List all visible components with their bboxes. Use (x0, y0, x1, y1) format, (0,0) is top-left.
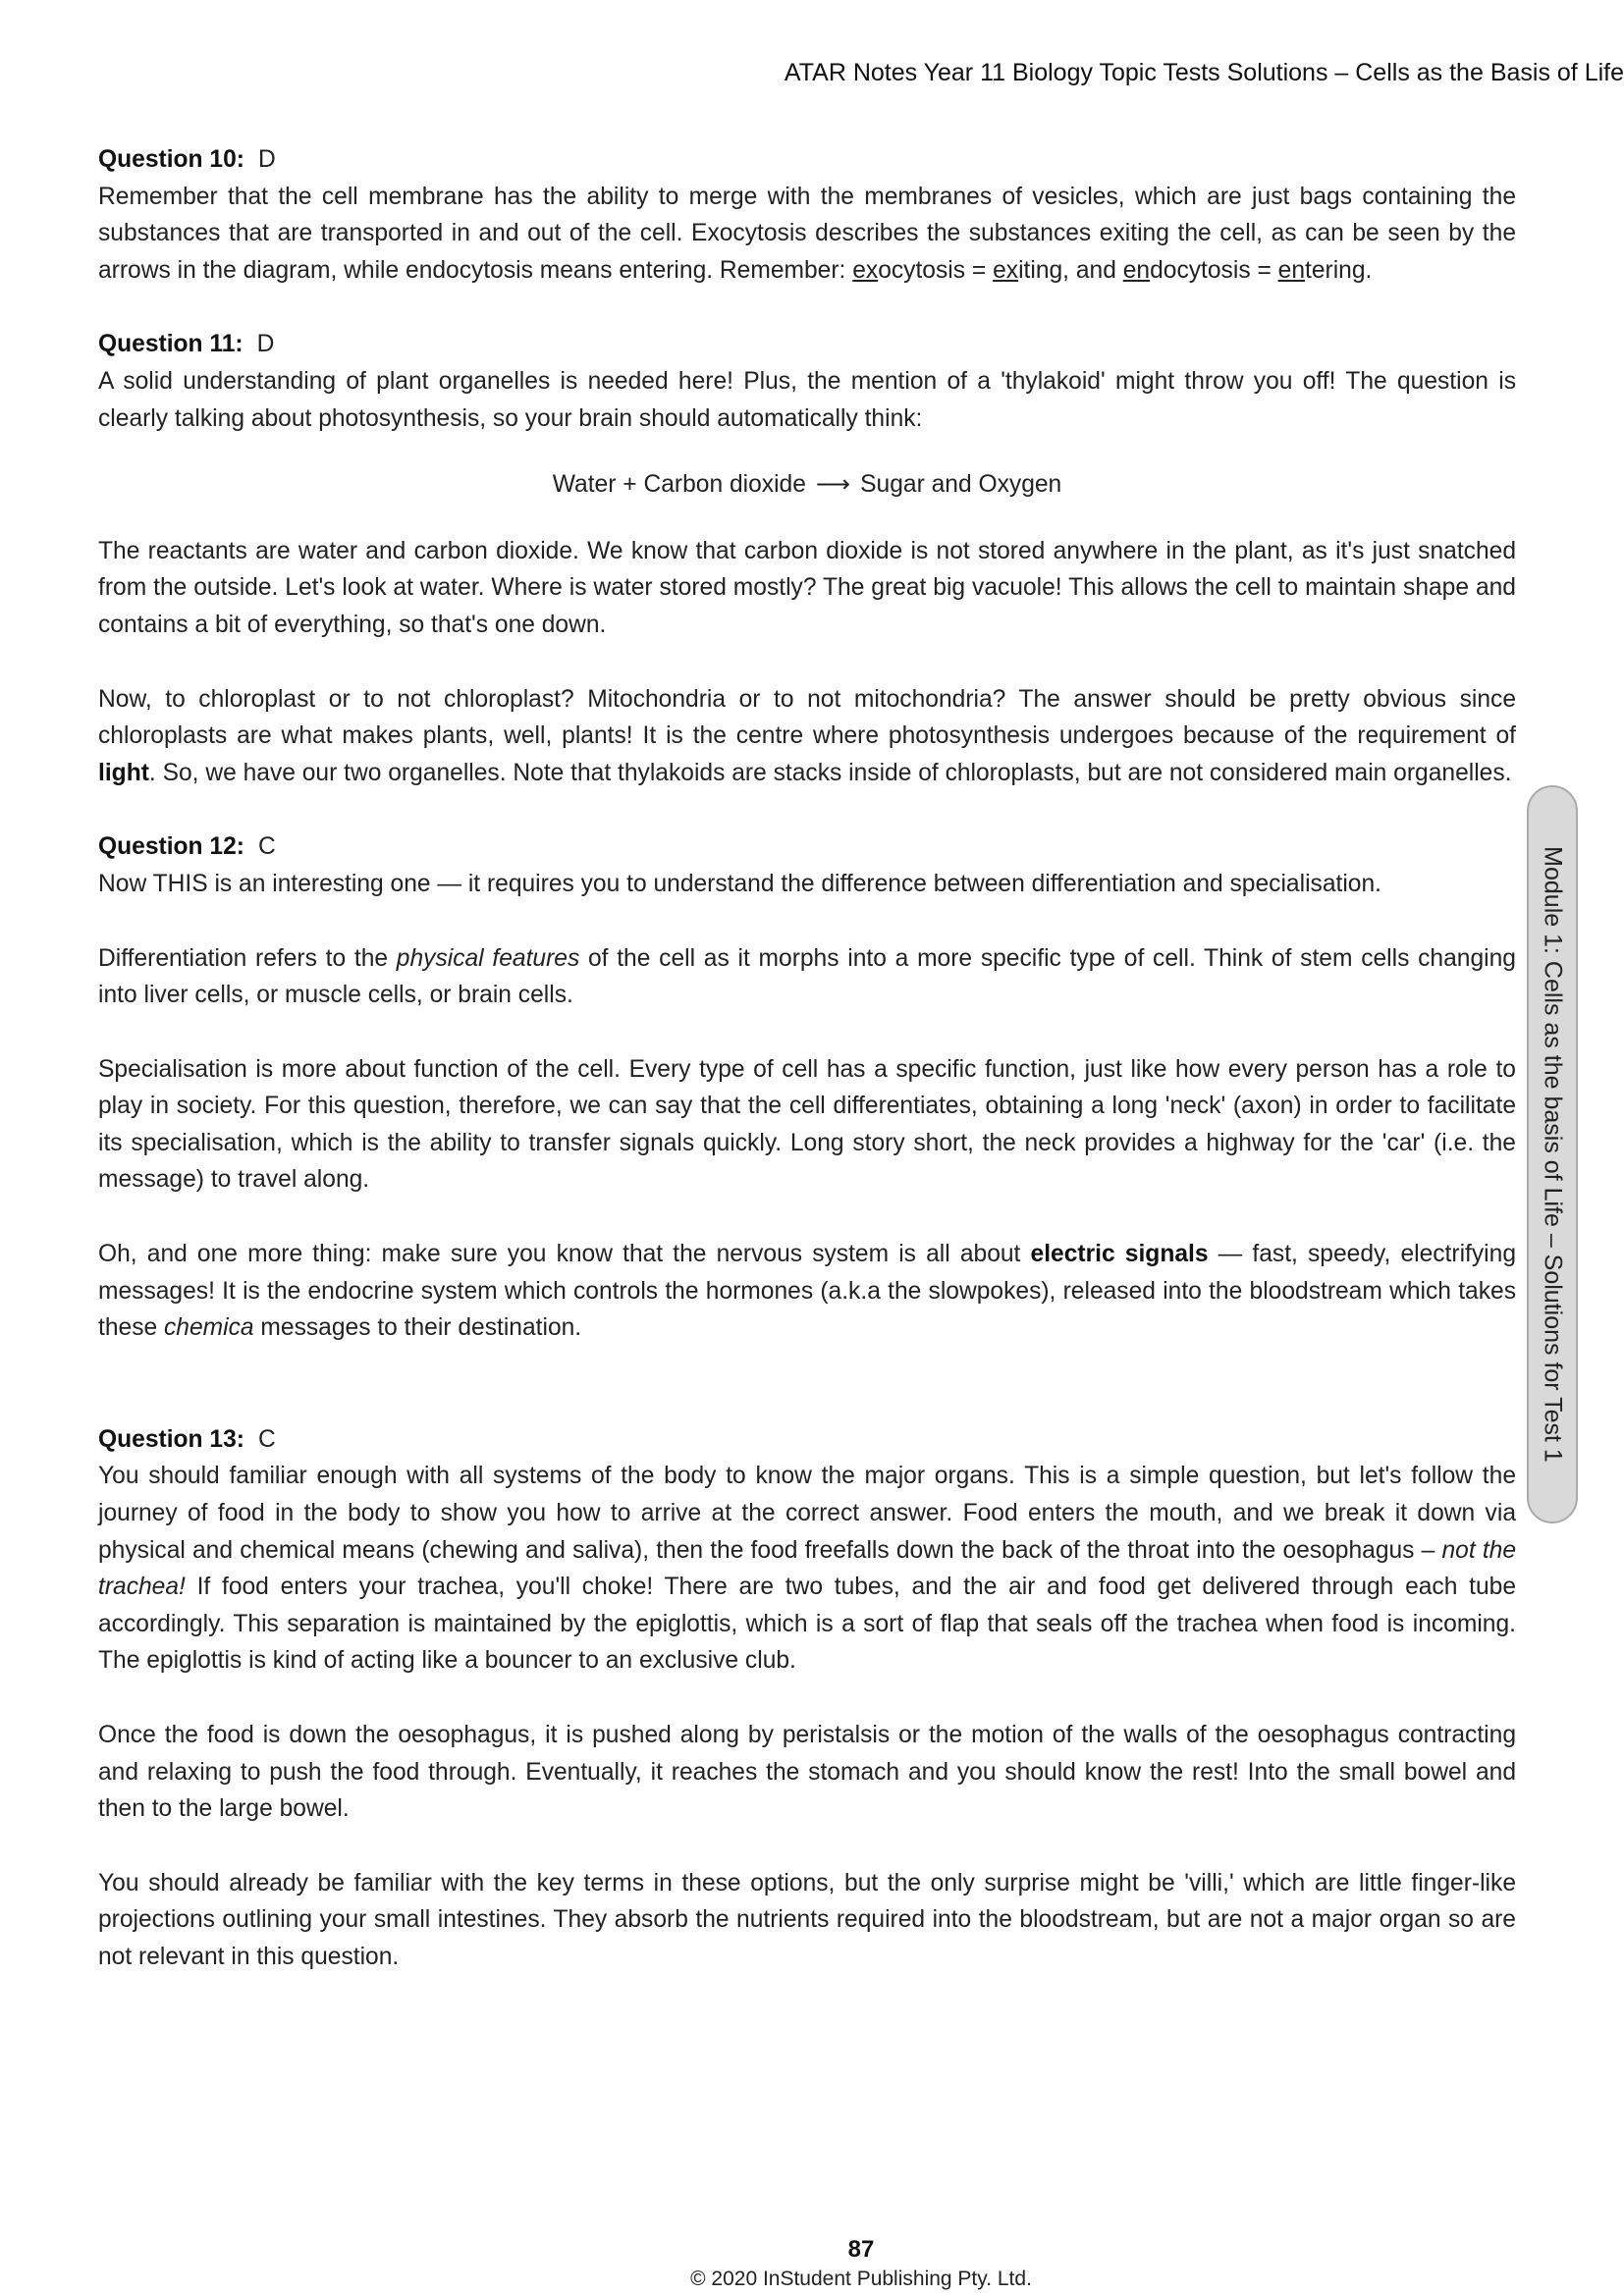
text-run: . So, we have our two organelles. Note that thylakoids are stacks inside of chloroplasts, but are not considered main organelles. (148, 759, 1512, 786)
question-label: Question 13: (98, 1425, 244, 1453)
page-content (98, 141, 1516, 1976)
text-run: Oh, and one more thing: make sure you know that the nervous system is all about (98, 1241, 1031, 1268)
arrow-icon: ⟶ (815, 471, 851, 499)
paragraph (98, 179, 1516, 290)
side-tab-label: Module 1: Cells as the basis of Life – Solutions for Test 1 (1539, 846, 1567, 1463)
question-label: Question 12: (98, 833, 244, 861)
bold-text: light (98, 759, 149, 786)
paragraph (98, 940, 1516, 1014)
question-answer: C (257, 833, 276, 861)
spacer (98, 1680, 1516, 1717)
paragraph: Once the food is down the oesophagus, it is pushed along by peristalsis or the motion of the walls of the oesophagus contracting and relaxing to push the food through. Eventually, it reaches the stomach and you should know the rest! Into the small bowel and then to the large bowel. (98, 1722, 1516, 1823)
paragraph (98, 681, 1516, 792)
question-answer: D (256, 331, 275, 358)
module-side-tab (1527, 785, 1578, 1523)
question-10-heading (98, 141, 1516, 179)
paragraph (98, 1236, 1516, 1347)
photosynthesis-equation (98, 466, 1516, 504)
text-run: You should familiar enough with all systems of the body to know the major organs. This is a simple question, but let's follow the journey of food in the body to show you how to arrive at the correct answer. Food enters the mouth, and we break it down via physical and chemical means (chewing and saliva), then the food freefalls down the back of the throat into the oesophagus – (98, 1463, 1516, 1564)
question-13-heading (98, 1421, 1516, 1459)
text-run: messages to their destination. (253, 1314, 582, 1342)
question-11-heading (98, 326, 1516, 363)
text-run: tering. (1305, 256, 1373, 284)
underlined-text: en (1277, 256, 1305, 284)
text-run: Now, to chloroplast or to not chloroplast? Mitochondria or to not mitochondria? The answer should be pretty obvious since chloroplasts are what makes plants, well, plants! It is the centre where photosynthesis undergoes because of the requirement of (98, 685, 1516, 750)
text-run: docytosis = (1150, 256, 1278, 284)
spacer (98, 1014, 1516, 1051)
italic-text: chemica (164, 1314, 254, 1342)
spacer (98, 1828, 1516, 1865)
page-number: 87 (847, 2236, 875, 2263)
text-run: — fast, speedy, electrifying messages! It is the endocrine system which controls the hormones (a.k.a the slowpokes), released into the bloodstream which takes these (98, 1241, 1516, 1342)
question-answer: D (257, 146, 276, 173)
paragraph: Now THIS is an interesting one — it requires you to understand the difference between differentiation and specialisation. (98, 870, 1381, 897)
underlined-text: ex (852, 256, 879, 284)
italic-text: not the trachea! (98, 1536, 1517, 1601)
text-run: ocytosis = (878, 256, 994, 284)
equation-reactants: Water + Carbon dioxide (552, 471, 806, 499)
underlined-text: en (1122, 256, 1151, 284)
paragraph: A solid understanding of plant organelles is needed here! Plus, the mention of a 'thylakoid' might throw you off! The question is clearly talking about photosynthesis, so your brain should automatically think: (98, 367, 1516, 432)
paragraph: The reactants are water and carbon dioxide. We know that carbon dioxide is not stored anywhere in the plant, as it's just snatched from the outside. Let's look at water. Where is water stored mostly? The great big vacuole! This allows the cell to maintain shape and contains a bit of everything, so that's one down. (98, 537, 1516, 638)
bold-text: electric signals (1030, 1241, 1209, 1268)
text-run: Differentiation refers to the (98, 944, 397, 972)
underlined-text: ex (993, 256, 1019, 284)
italic-text: physical features (396, 944, 580, 972)
text-run: iting, and (1018, 256, 1116, 284)
copyright-notice: © 2020 InStudent Publishing Pty. Ltd. (690, 2268, 1032, 2290)
spacer (98, 1199, 1516, 1236)
question-answer: C (257, 1425, 276, 1453)
spacer (98, 644, 1516, 681)
text-run: If food enters your trachea, you'll choke! There are two tubes, and the air and food get delivered through each tube accordingly. This separation is maintained by the epiglottis, which is a sort of flap that seals off the trachea when food is incoming. The epiglottis is kind of acting like a bouncer to an exclusive club. (98, 1574, 1516, 1675)
text-run: of the cell as it morphs into a more specific type of cell. Think of stem cells changing into liver cells, or muscle cells, or brain cells. (98, 944, 1516, 1009)
paragraph: You should already be familiar with the key terms in these options, but the only surprise might be 'villi,' which are little finger-like projections outlining your small intestines. They absorb the nutrients required into the bloodstream, but are not a major organ so are not relevant in this question. (98, 1869, 1516, 1970)
text-run: Remember that the cell membrane has the ability to merge with the membranes of vesicles, which are just bags containing the substances that are transported in and out of the cell. Exocytosis describes the substances exiting the cell, as can be seen by the arrows in the diagram, while endocytosis means entering. Remember: (98, 183, 1516, 284)
equation-products: Sugar and Oxygen (860, 471, 1062, 499)
question-12-heading (98, 828, 1516, 866)
spacer (98, 289, 1516, 326)
running-header: ATAR Notes Year 11 Biology Topic Tests Solutions – Cells as the Basis of Life (784, 59, 1624, 86)
paragraph (98, 1458, 1516, 1680)
spacer (98, 1347, 1516, 1421)
question-label: Question 10: (98, 146, 244, 173)
spacer (98, 791, 1516, 828)
paragraph: Specialisation is more about function of the cell. Every type of cell has a specific function, just like how every person has a role to play in society. For this question, therefore, we can say that the cell differentiates, obtaining a long 'neck' (axon) in order to facilitate its specialisation, which is the ability to transfer signals quickly. Long story short, the neck provides a highway for the 'car' (i.e. the message) to travel along. (98, 1055, 1516, 1194)
spacer (98, 903, 1516, 940)
question-label: Question 11: (98, 331, 244, 358)
